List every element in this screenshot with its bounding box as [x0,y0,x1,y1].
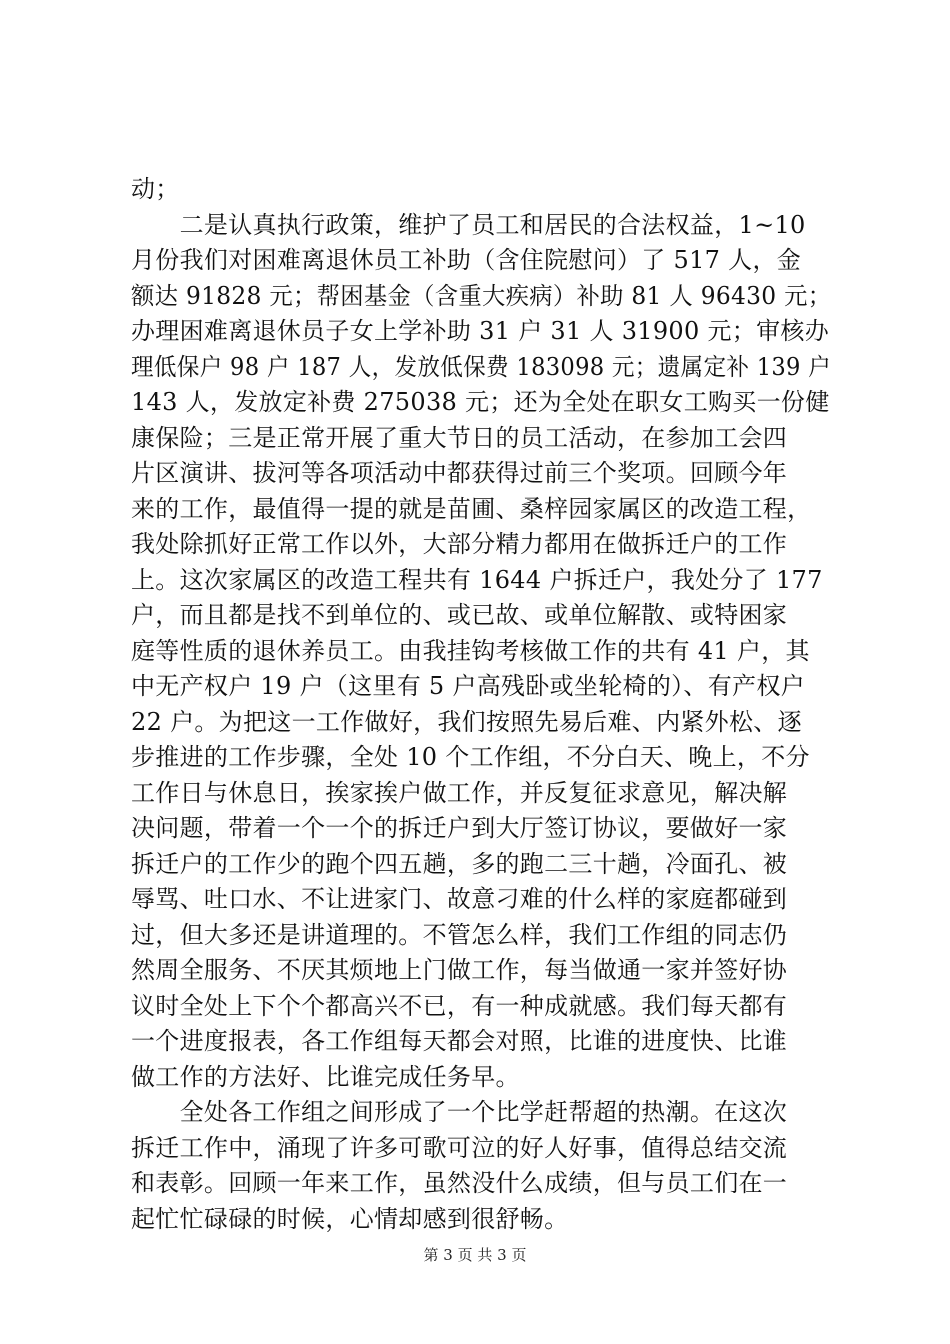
text-line: 拆迁工作中，涌现了许多可歌可泣的好人好事，值得总结交流 [131,1133,788,1162]
text-line: 决问题，带着一个一个的拆迁户到大厅签订协议，要做好一家 [131,814,788,842]
text-line: 工作日与休息日，挨家挨户做工作，并反复征求意见，解决解 [131,778,788,807]
text-line: 和表彰。回顾一年来工作，虽然没什么成绩，但与员工们在一 [131,1169,788,1197]
body-text [131,172,831,1237]
text-line: 步推进的工作步骤，全处 10 个工作组，不分白天、晚上，不分 [131,743,810,771]
text-line: 然周全服务、不厌其烦地上门做工作，每当做通一家并签好协 [131,956,788,984]
text-line: 一个进度报表，各工作组每天都会对照，比谁的进度快、比谁 [131,1027,788,1055]
text-line: 起忙忙碌碌的时候，心情却感到很舒畅。 [131,1204,569,1233]
text-line: 做工作的方法好、比谁完成任务早。 [131,1062,520,1091]
text-line: 月份我们对困难离退休员工补助（含住院慰问）了 517 人，金 [131,246,802,274]
text-line: 庭等性质的退休养员工。由我挂钩考核做工作的共有 41 户，其 [131,636,810,665]
text-line: 143 人，发放定补费 275038 元；还为全处在职女工购买一份健 [131,388,830,416]
text-line: 议时全处上下个个都高兴不已，有一种成就感。我们每天都有 [131,991,788,1020]
text-line: 全处各工作组之间形成了一个比学赶帮超的热潮。在这次 [131,1098,788,1126]
text-line: 康保险；三是正常开展了重大节日的员工活动，在参加工会四 [131,423,788,452]
text-line: 拆迁户的工作少的跑个四五趟，多的跑二三十趟，冷面孔、被 [131,849,788,878]
text-line: 中无产权户 19 户（这里有 5 户高残卧或坐轮椅的）、有产权户 [131,672,805,700]
text-line: 理低保户 98 户 187 人，发放低保费 183098 元；遗属定补 139 户 [131,352,832,381]
text-line: 我处除抓好正常工作以外，大部分精力都用在做拆迁户的工作 [131,530,788,558]
text-line: 片区演讲、拔河等各项活动中都获得过前三个奖项。回顾今年 [131,459,788,487]
text-line: 来的工作，最值得一提的就是苗圃、桑梓园家属区的改造工程， [131,494,812,523]
text-line: 动； [131,175,180,203]
text-line: 22 户。为把这一工作做好，我们按照先易后难、内紧外松、逐 [131,707,802,736]
text-line: 辱骂、吐口水、不让进家门、故意刁难的什么样的家庭都碰到 [131,885,788,913]
text-line: 户，而且都是找不到单位的、或已故、或单位解散、或特困家 [131,601,788,629]
text-line: 办理困难离退休员子女上学补助 31 户 31 人 31900 元；审核办 [131,317,829,345]
text-line: 上。这次家属区的改造工程共有 1644 户拆迁户，我处分了 177 [131,565,823,594]
page-footer: 第 3 页 共 3 页 [423,1246,527,1264]
text-line: 额达 91828 元；帮困基金（含重大疾病）补助 81 人 96430 元； [131,281,832,310]
text-line: 二是认真执行政策，维护了员工和居民的合法权益，1~10 [131,210,806,239]
text-line: 过，但大多还是讲道理的。不管怎么样，我们工作组的同志仍 [131,920,788,949]
